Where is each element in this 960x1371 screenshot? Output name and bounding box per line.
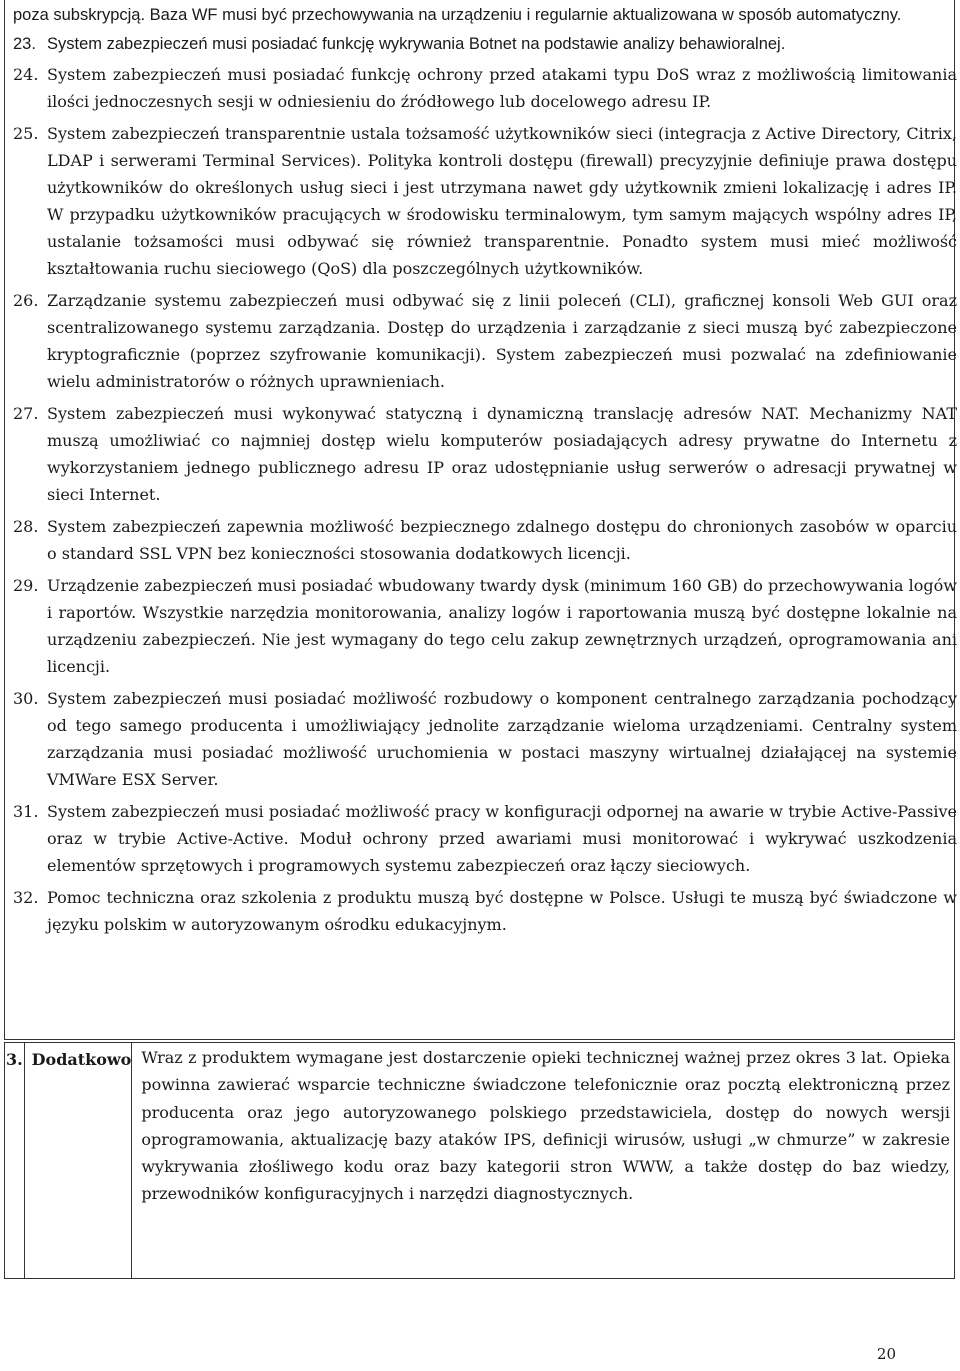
list-item	[13, 572, 957, 680]
item-number: 32.	[13, 888, 39, 907]
item-text: System zabezpieczeń zapewnia możliwość bezpiecznego zdalnego dostępu do chronionych zasobów w oparciu o standard SSL VPN bez konieczności stosowania dodatkowych licencji.	[47, 517, 957, 563]
list-item	[13, 120, 957, 282]
list-item	[13, 513, 957, 567]
item-text: System zabezpieczeń musi posiadać możliwość pracy w konfiguracji odpornej na awarie w trybie Active-Passive oraz w trybie Active-Active. Moduł ochrony przed awariami musi monitorować i wykrywać uszkodzenia elementów sprzętowych i programowych systemu zabezpieczeń oraz łączy sieciowych.	[47, 802, 957, 875]
requirements-cell	[4, 0, 955, 1040]
page-number: 20	[876, 1345, 896, 1363]
item-text: System zabezpieczeń musi posiadać funkcję wykrywania Botnet na podstawie analizy behawioralnej.	[47, 35, 786, 53]
section-table-row	[4, 1042, 955, 1279]
item-text: Pomoc techniczna oraz szkolenia z produktu muszą być dostępne w Polsce. Usługi te muszą być świadczone w języku polskim w autoryzowanym ośrodku edukacyjnym.	[47, 888, 957, 934]
item-number: 29.	[13, 576, 39, 595]
requirements-list	[13, 2, 957, 943]
list-item	[13, 685, 957, 793]
item-number: 26.	[13, 291, 39, 310]
item-number: 28.	[13, 517, 39, 536]
section-text: Wraz z produktem wymagane jest dostarczenie opieki technicznej ważnej przez okres 3 lat. Opieka powinna zawierać wsparcie techniczne świadczone telefonicznie oraz pocztą elektroniczną przez producenta oraz jego autoryzowanego polskiego przedstawiciela, dostęp do nowych wersji oprogramowania, aktualizację bazy ataków IPS, definicji wirusów, usługi „w chmurze” w zakresie wykrywania złośliwego kodu oraz bazy kategorii stron WWW, a także dostęp do baz wiedzy, przewodników konfiguracyjnych i narzędzi diagnostycznych.	[141, 1048, 950, 1204]
item-text: Urządzenie zabezpieczeń musi posiadać wbudowany twardy dysk (minimum 160 GB) do przechowywania logów i raportów. Wszystkie narzędzia monitorowania, analizy logów i raportowania muszą być dostępne lokalnie na urządzeniu zabezpieczeń. Nie jest wymagany do tego celu zakup zewnętrznych urządzeń, oprogramowania ani licencji.	[47, 576, 957, 676]
list-item	[13, 2, 957, 29]
item-number: 25.	[13, 124, 39, 143]
item-number: 23.	[13, 35, 36, 53]
item-text: System zabezpieczeń transparentnie ustala tożsamość użytkowników sieci (integracja z Active Directory, Citrix, LDAP i serwerami Terminal Services). Polityka kontroli dostępu (firewall) precyzyjnie definiuje prawa dostępu użytkowników do określonych usług sieci i jest utrzymana nawet gdy użytkownik zmieni lokalizację i adres IP. W przypadku użytkowników pracujących w środowisku terminalowym, tym samym mających wspólny adres IP, ustalanie tożsamości musi odbywać się również transparentnie. Ponadto system musi mieć możliwość kształtowania ruchu sieciowego (QoS) dla poszczególnych użytkowników.	[47, 124, 957, 278]
item-text: Zarządzanie systemu zabezpieczeń musi odbywać się z linii poleceń (CLI), graficznej konsoli Web GUI oraz scentralizowanego systemu zarządzania. Dostęp do urządzenia i zarządzanie z sieci muszą być zabezpieczone kryptograficznie (poprzez szyfrowanie komunikacji). System zabezpieczeń musi pozwalać na zdefiniowanie wielu administratorów o różnych uprawnieniach.	[47, 291, 957, 391]
list-item	[13, 61, 957, 115]
section-label: Dodatkowo	[25, 1043, 133, 1278]
item-text: System zabezpieczeń musi wykonywać statyczną i dynamiczną translację adresów NAT. Mechanizmy NAT muszą umożliwiać co najmniej dostęp wielu komputerów posiadających adresy prywatne do Internetu z wykorzystaniem jednego publicznego adresu IP oraz udostępnianie usług serwerów o adresacji prywatnej w sieci Internet.	[47, 404, 957, 504]
item-number: 24.	[13, 65, 39, 84]
item-number: 31.	[13, 802, 39, 821]
list-item	[13, 798, 957, 879]
item-text: poza subskrypcją. Baza WF musi być przechowywania na urządzeniu i regularnie aktualizowana w sposób automatyczny.	[13, 6, 902, 24]
item-text: System zabezpieczeń musi posiadać możliwość rozbudowy o komponent centralnego zarządzania pochodzący od tego samego producenta i umożliwiający jednolite zarządzanie wieloma urządzeniami. Centralny system zarządzania musi posiadać możliwość uruchomienia w postaci maszyny wirtualnej działającej na systemie VMWare ESX Server.	[47, 689, 957, 789]
item-text: System zabezpieczeń musi posiadać funkcję ochrony przed atakami typu DoS wraz z możliwością limitowania ilości jednoczesnych sesji w odniesieniu do źródłowego lub docelowego adresu IP.	[47, 65, 957, 111]
item-number: 30.	[13, 689, 39, 708]
list-item	[13, 400, 957, 508]
list-item	[13, 884, 957, 938]
list-item	[13, 287, 957, 395]
list-item	[13, 31, 957, 58]
item-number: 27.	[13, 404, 39, 423]
section-number: 3.	[5, 1043, 25, 1278]
